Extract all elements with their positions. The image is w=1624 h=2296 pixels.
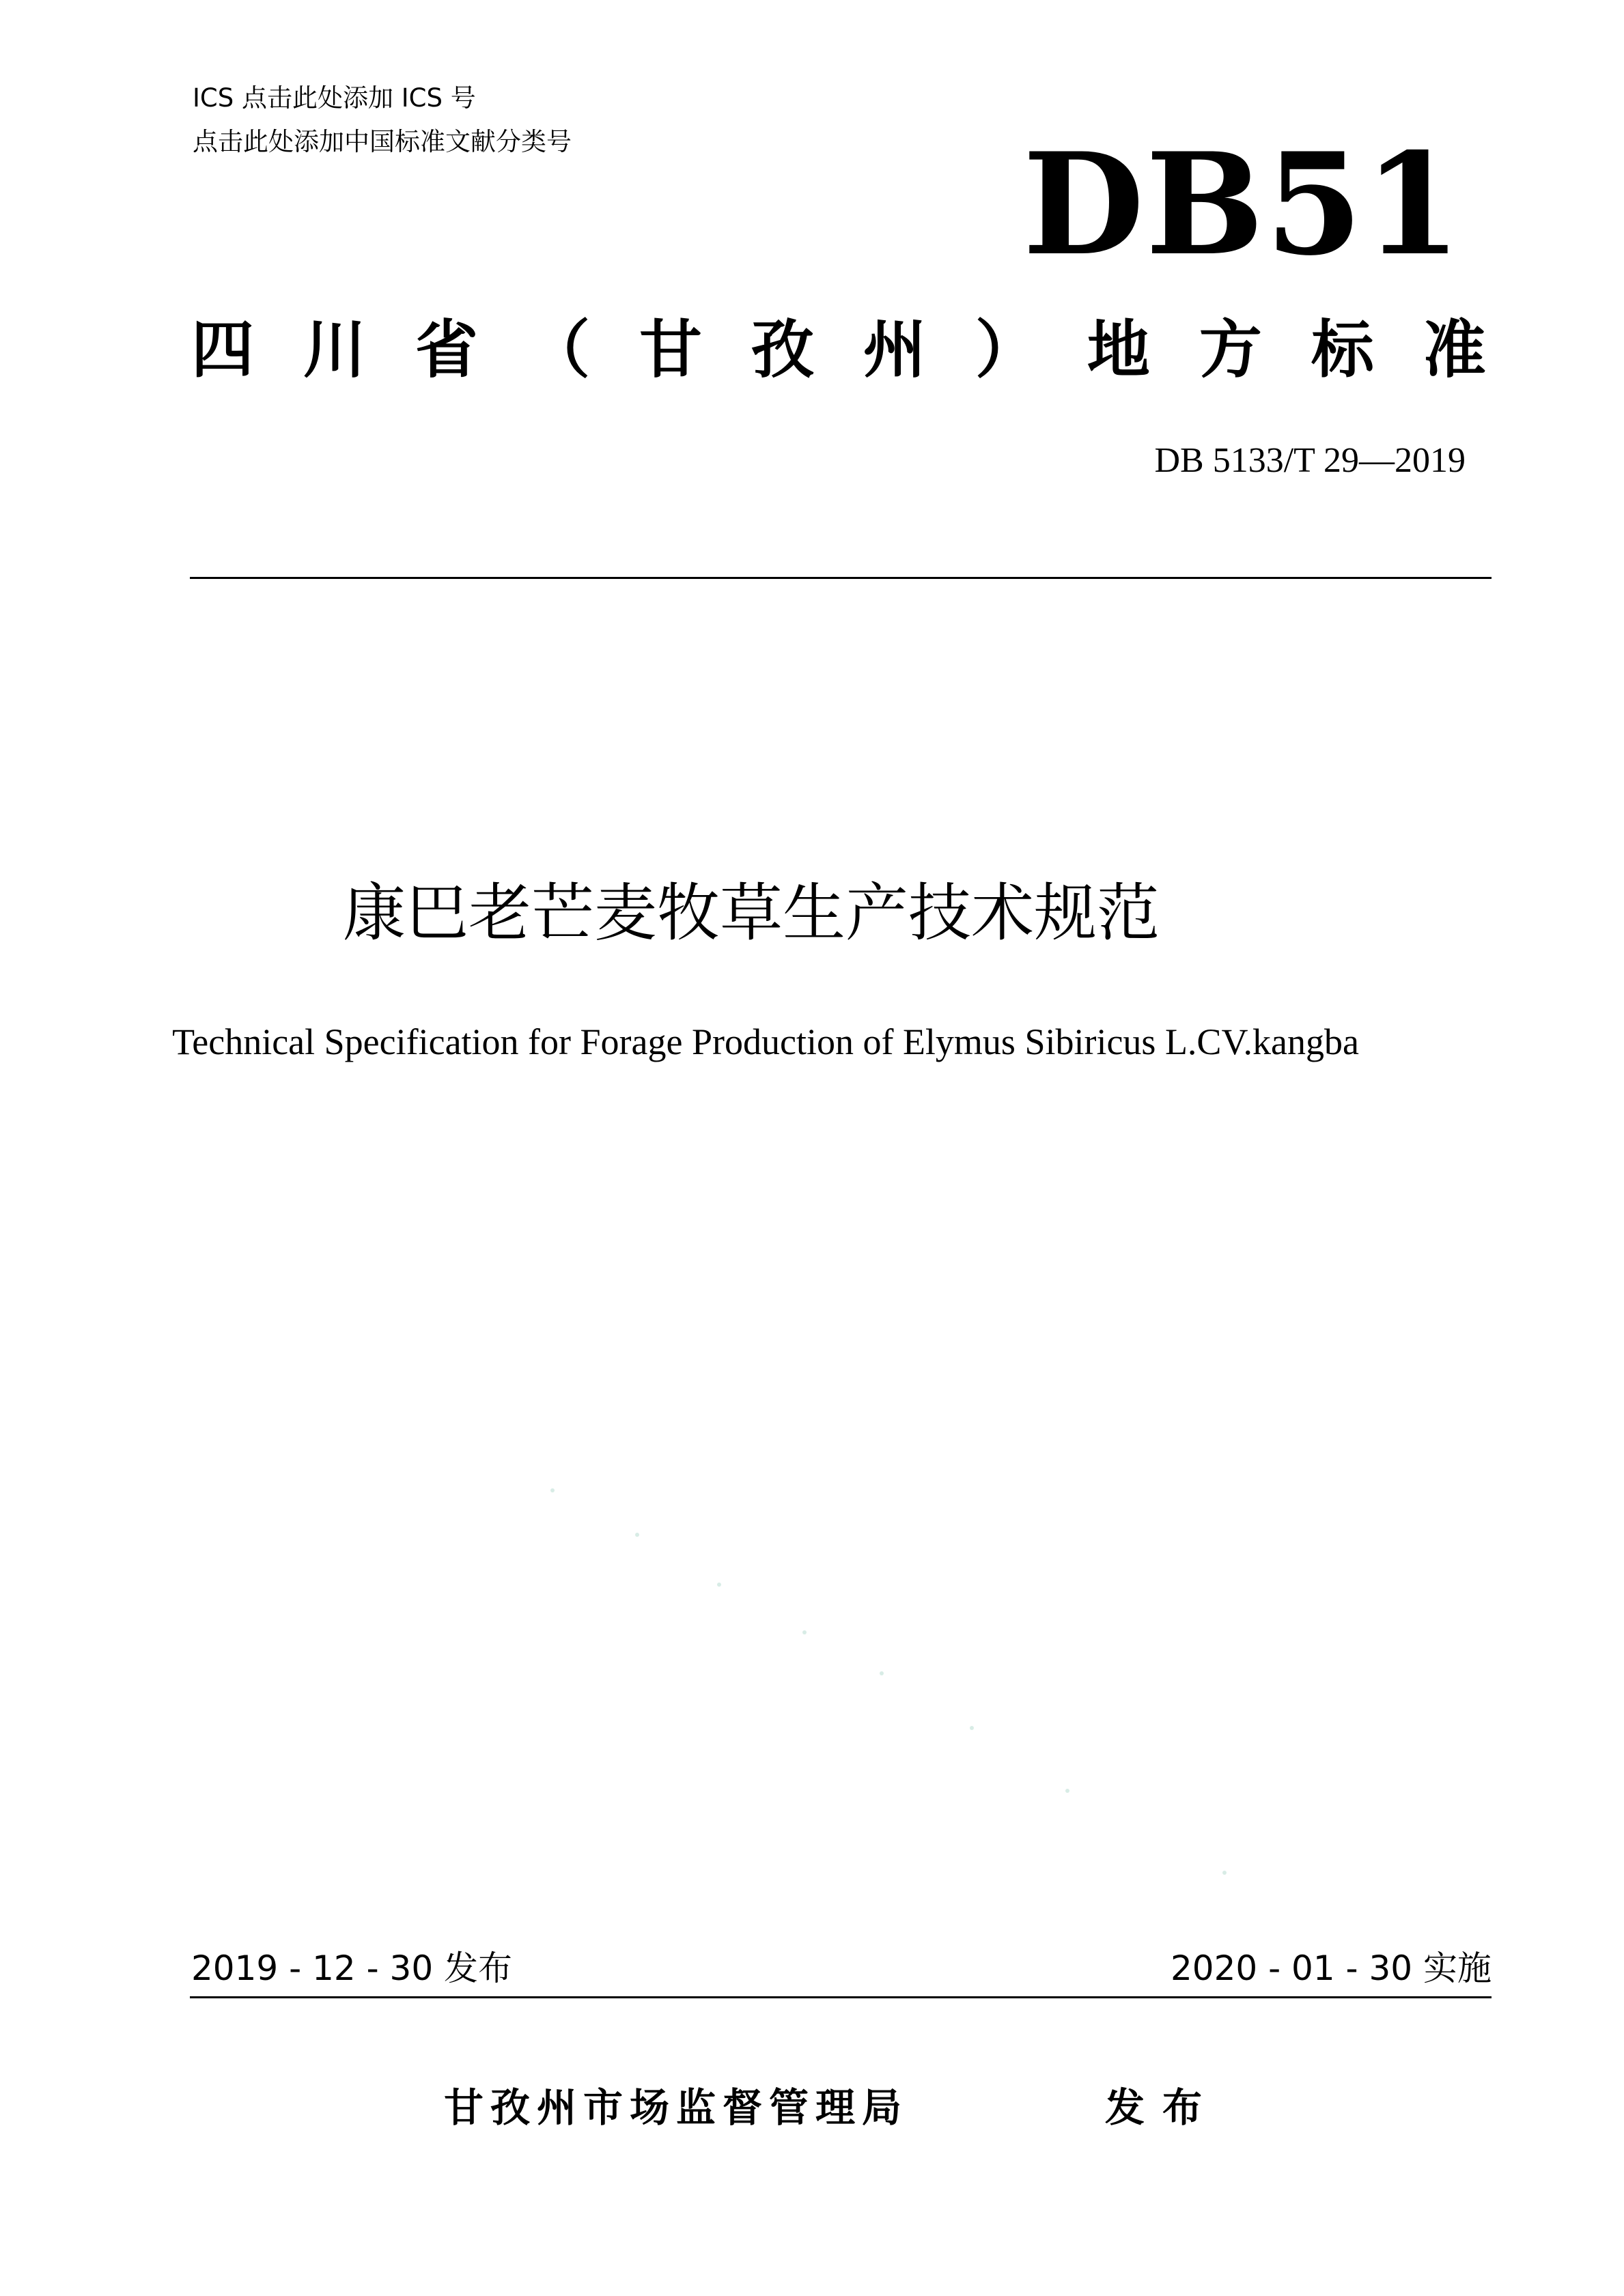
- document-title-english: Technical Specification for Forage Production of Elymus Sibiricus L.CV.kangba: [172, 1021, 1359, 1062]
- watermark-speck: [1222, 1871, 1227, 1875]
- standard-level-title: [191, 313, 1486, 388]
- standard-code-db51: DB51: [1022, 123, 1463, 287]
- issue-date: 2019 - 12 - 30 发布: [191, 1948, 513, 1988]
- watermark-speck: [717, 1583, 721, 1587]
- watermark-speck: [802, 1630, 807, 1634]
- watermark-speck: [550, 1488, 555, 1492]
- standard-level-char: 地: [1087, 313, 1150, 386]
- publish-label: 发布: [1105, 2084, 1220, 2131]
- header-divider: [190, 577, 1492, 579]
- standard-level-char: 州: [863, 313, 926, 386]
- standard-level-char: 孜: [751, 313, 814, 386]
- standard-level-char: 甘: [639, 313, 702, 386]
- watermark-speck: [880, 1671, 884, 1675]
- standard-level-char: 准: [1423, 313, 1486, 386]
- standard-level-char: 省: [415, 313, 478, 386]
- ics-number-placeholder: ICS 点击此处添加 ICS 号: [193, 83, 476, 113]
- watermark-speck: [970, 1726, 974, 1730]
- implementation-date: 2020 - 01 - 30 实施: [1170, 1948, 1492, 1988]
- standard-level-char: （: [527, 313, 590, 386]
- watermark-speck: [1065, 1789, 1069, 1793]
- document-title-chinese: 康巴老芒麦牧草生产技术规范: [342, 877, 1160, 950]
- standard-level-char: 川: [303, 313, 366, 386]
- standard-level-char: ）: [975, 313, 1038, 386]
- date-divider: [190, 1996, 1492, 1998]
- standard-level-char: 四: [191, 313, 255, 386]
- standard-level-char: 方: [1199, 313, 1262, 386]
- watermark-speck: [635, 1533, 639, 1537]
- standard-number: DB 5133/T 29—2019: [1154, 441, 1466, 480]
- standard-level-char: 标: [1311, 313, 1374, 386]
- issuing-authority: 甘孜州市场监督管理局: [444, 2084, 909, 2131]
- ccs-number-placeholder: 点击此处添加中国标准文献分类号: [193, 127, 572, 156]
